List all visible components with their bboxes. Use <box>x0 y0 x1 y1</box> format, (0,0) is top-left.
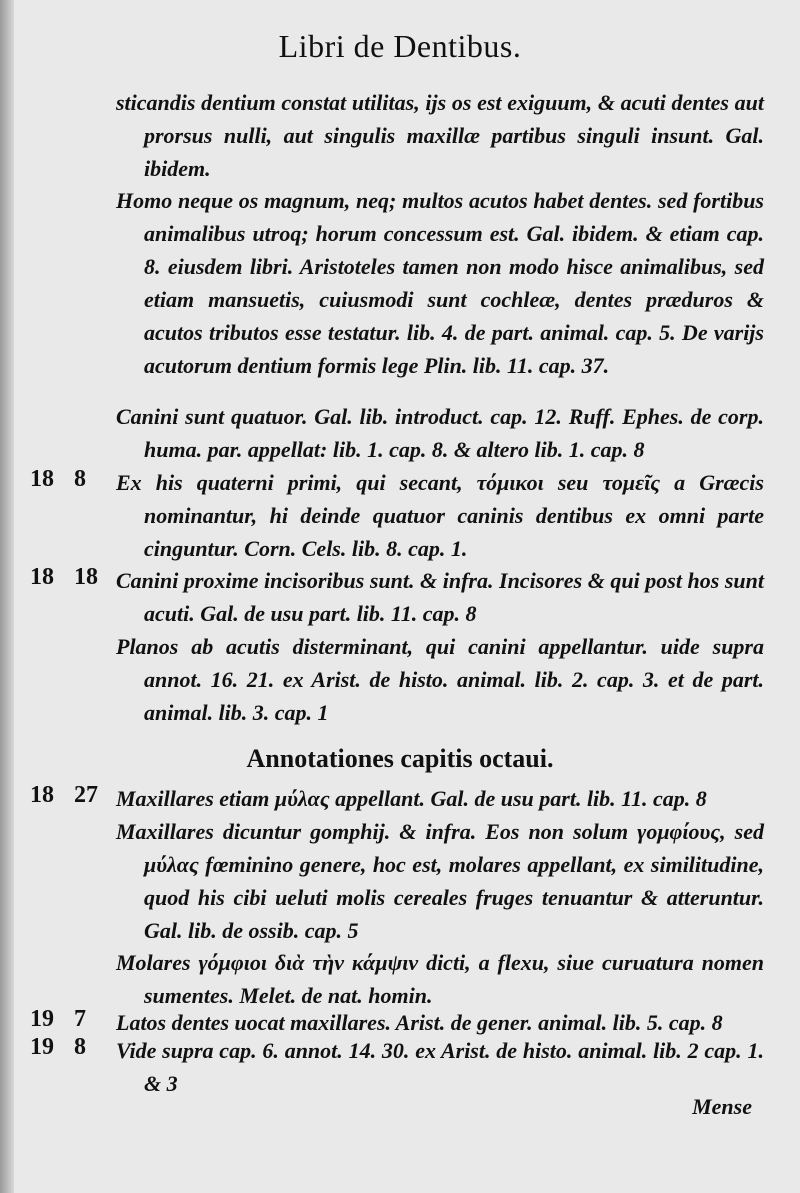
entry-text: Canini sunt quatuor. Gal. lib. introduct. cap. 12. Ruff. Ephes. de corp. huma. par. appellat: lib. 1. cap. 8. & altero lib. 1. cap. 8 <box>116 404 764 462</box>
entry-text: Latos dentes uocat maxillares. Arist. de gener. animal. lib. 5. cap. 8 <box>116 1010 723 1035</box>
page-title: Libri de Dentibus. <box>278 28 522 64</box>
page-gutter-shadow <box>0 0 14 1193</box>
entry-text: Maxillares etiam μύλας appellant. Gal. de usu part. lib. 11. cap. 8 <box>116 786 707 811</box>
entry-text: Ex his quaterni primi, qui secant, τόμικοι seu τομεῖς a Græcis nominantur, hi deinde quatuor caninis dentibus ex omni parte cinguntur. Corn. Cels. lib. 8. cap. 1. <box>116 470 764 561</box>
entry-text: sticandis dentium constat utilitas, ijs os est exiguum, & acuti dentes aut prorsus nulli, aut singulis maxillæ partibus singuli insunt. Gal. ibidem. <box>116 90 764 181</box>
entry-text: Maxillares dicuntur gomphij. & infra. Eos non solum γομφίους, sed μύλας fœminino genere, hoc est, molares appellant, ex similitudine, quod his cibi ueluti molis cereales fruges tenuantur & atteruntur. Gal. lib. de ossib. cap. 5 <box>116 819 764 943</box>
entry-text: Homo neque os magnum, neq; multos acutos habet dentes. sed fortibus animalibus utroq; horum concessum est. Gal. ibidem. & etiam cap. 8. eiusdem libri. Aristoteles tamen non modo hisce animalibus, sed etiam mansuetis, cuiusmodi sunt cochleæ, dentes præduros & acutos tributos esse testatur. lib. 4. de part. animal. cap. 5. De varijs acutorum dentium formis lege Plin. lib. 11. cap. 37. <box>116 188 764 378</box>
entry-text: Molares γόμφιοι διὰ τὴν κάμψιν dicti, a flexu, siue curuatura nomen sumentes. Melet. de nat. homin. <box>116 950 764 1008</box>
book-page: Libri de Dentibus. sticandis dentium constat utilitas, ijs os est exiguum, & acuti dentes aut prorsus nulli, aut singulis maxillæ partibus singuli insunt. Gal. ibidem. Homo neque os magnum, neq; multos acutos habet dentes. sed fortibus animalibus utroq; horum concessum est. Gal. ibidem. & etiam cap. 8. eiusdem libri. Aristoteles tamen non modo hisce animalibus, sed etiam mansuetis, cuiusmodi sunt cochleæ, dentes præduros & acutos tributos esse testatur. lib. 4. de part. animal. cap. 5. De varijs acutorum dentium formis lege Plin. lib. 11. cap. 37. Canini sunt quatuor. Gal. lib. introduct. cap. 12. Ruff. Ephes. de corp. huma. par. appellat: lib. 1. cap. 8. & altero lib. 1. cap. 8 18 8 Ex his quaterni primi, qui secant, τόμικοι seu τομεῖς a Græcis nominantur, hi deinde quatuor caninis dentibus ex omni parte cinguntur. Corn. Cels. lib. 8. cap. 1. 18 18 Canini proxime incisoribus sunt. & infra. Incisores & qui post hos sunt acuti. Gal. de usu part. lib. 11. cap. 8 Planos ab acutis disterminant, qui canini appellantur. uide supra annot. 16. 21. ex Arist. de histo. animal. lib. 2. cap. 3. et de part. animal. lib. 3. cap. 1 Annotationes capitis octaui. 18 27 Maxillares etiam μύλας appellant. Gal. de usu part. lib. 11. cap. 8 Maxillares dicuntur gomphij. & infra. Eos non solum γομφίους, sed μύλας fœminino genere, hoc est, molares appellant, ex similitudine, quod his cibi ueluti molis cereales fruges tenuantur & atteruntur. Gal. lib. de ossib. cap. 5 Molares γόμφιοι διὰ τὴν κάμψιν dicti, a flexu, siue curuatura nomen sumentes. Melet. de nat. homin. 19 7 Latos dentes uocat maxillares. Arist. de gener. animal. lib. 5. cap. 8 19 8 Vide supra cap. 6. annot. 14. 30. ex Arist. de histo. animal. lib. 2 cap. 1. & 3 Mense <box>0 0 800 1193</box>
entry-text: Canini proxime incisoribus sunt. & infra. Incisores & qui post hos sunt acuti. Gal. de usu part. lib. 11. cap. 8 <box>116 568 764 626</box>
entry-text: Planos ab acutis disterminant, qui canini appellantur. uide supra annot. 16. 21. ex Arist. de histo. animal. lib. 2. cap. 3. et de part. animal. lib. 3. cap. 1 <box>116 634 764 725</box>
catchword: Mense <box>692 1094 752 1119</box>
entry-text: Vide supra cap. 6. annot. 14. 30. ex Arist. de histo. animal. lib. 2 cap. 1. & 3 <box>116 1038 764 1096</box>
section-heading: Annotationes capitis octaui. <box>246 744 554 773</box>
